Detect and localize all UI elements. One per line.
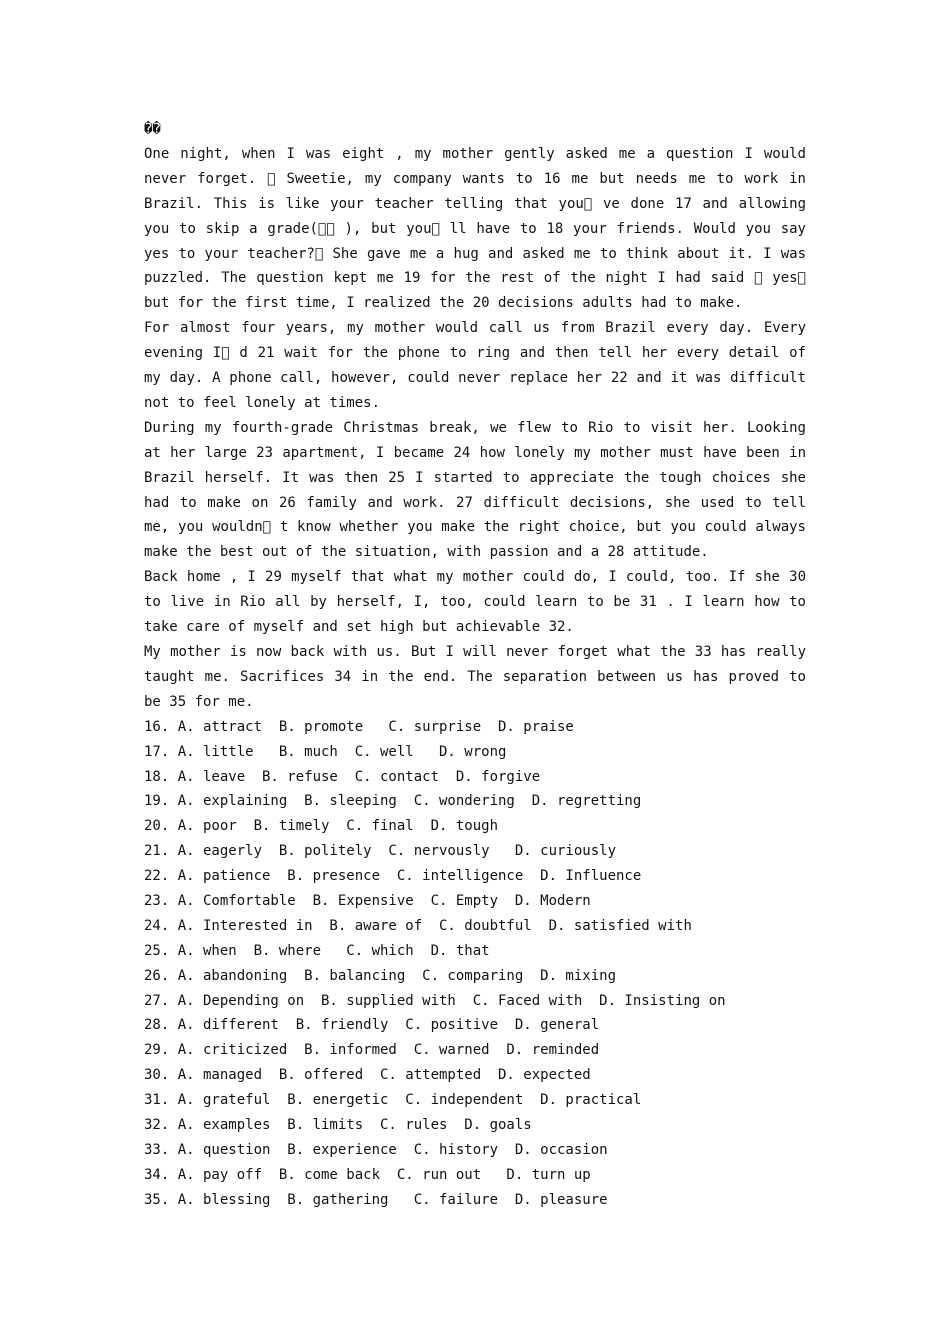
option-line-33: 33. A. question B. experience C. history D. occasion [144, 1141, 608, 1158]
option-line-16: 16. A. attract B. promote C. surprise D. praise [144, 718, 574, 735]
option-line-31: 31. A. grateful B. energetic C. independent D. practical [144, 1092, 642, 1109]
answer-options-list [144, 715, 806, 1213]
passage-paragraph-4: Back home , I 29 myself that what my mother could do, I could, too. If she 30 to live in Rio all by herself, I, too, could learn to be 31 . I learn how to take care of myself and set high but achievable 32. [144, 569, 806, 636]
option-line-24: 24. A. Interested in B. aware of C. doubtful D. satisfied with [144, 917, 692, 934]
option-line-23: 23. A. Comfortable B. Expensive C. Empty D. Modern [144, 892, 591, 909]
option-line-21: 21. A. eagerly B. politely C. nervously D. curiously [144, 843, 617, 860]
exam-content [144, 117, 806, 1213]
option-line-28: 28. A. different B. friendly C. positive D. general [144, 1017, 600, 1034]
option-line-30: 30. A. managed B. offered C. attempted D. expected [144, 1067, 591, 1084]
option-line-22: 22. A. patience B. presence C. intelligence D. Influence [144, 868, 642, 885]
section-heading: �� [144, 121, 161, 137]
option-line-17: 17. A. little B. much C. well D. wrong [144, 743, 507, 760]
passage-paragraph-2: For almost four years, my mother would call us from Brazil every day. Every evening I  d 21 wait for the phone to ring and then tell her every detail of my day. A phone call, however, could never replace her 22 and it was difficult not to feel lonely at times. [144, 320, 806, 411]
option-line-32: 32. A. examples B. limits C. rules D. goals [144, 1116, 532, 1133]
passage-paragraph-3: During my fourth-grade Christmas break, we flew to Rio to visit her. Looking at her large 23 apartment, I became 24 how lonely my mother must have been in Brazil herself. It was then 25 I started to appreciate the tough choices she had to make on 26 family and work. 27 difficult decisions, she used to tell me, you wouldn  t know whether you make the right choice, but you could always make the best out of the situation, with passion and a 28 attitude. [144, 419, 806, 561]
passage-paragraph-5: My mother is now back with us. But I will never forget what the 33 has really taught me. Sacrifices 34 in the end. The separation between us has proved to be 35 for me. [144, 644, 806, 710]
option-line-25: 25. A. when B. where C. which D. that [144, 942, 490, 959]
option-line-18: 18. A. leave B. refuse C. contact D. forgive [144, 768, 541, 785]
passage-paragraph-1: One night, when I was eight , my mother gently asked me a question I would never forget.   Sweetie, my company wants to 16 me but needs me to work in Brazil. This is like your teacher telling that you  ve done 17 and allowing you to skip a grade(   ), but you  ll have to 18 your friends. Would you say yes to your teacher?  She gave me a hug and asked me to think about it. I was puzzled. The question kept me 19 for the rest of the night I had said   yes  but for the first time, I realized the 20 decisions adults had to make. [144, 145, 806, 312]
option-line-26: 26. A. abandoning B. balancing C. comparing D. mixing [144, 967, 617, 984]
option-line-20: 20. A. poor B. timely C. final D. tough [144, 818, 499, 835]
option-line-19: 19. A. explaining B. sleeping C. wondering D. regretting [144, 793, 642, 810]
option-line-27: 27. A. Depending on B. supplied with C. Faced with D. Insisting on [144, 992, 726, 1009]
option-line-34: 34. A. pay off B. come back C. run out D. turn up [144, 1166, 591, 1183]
option-line-29: 29. A. criticized B. informed C. warned D. reminded [144, 1042, 600, 1059]
option-line-35: 35. A. blessing B. gathering C. failure D. pleasure [144, 1191, 608, 1208]
